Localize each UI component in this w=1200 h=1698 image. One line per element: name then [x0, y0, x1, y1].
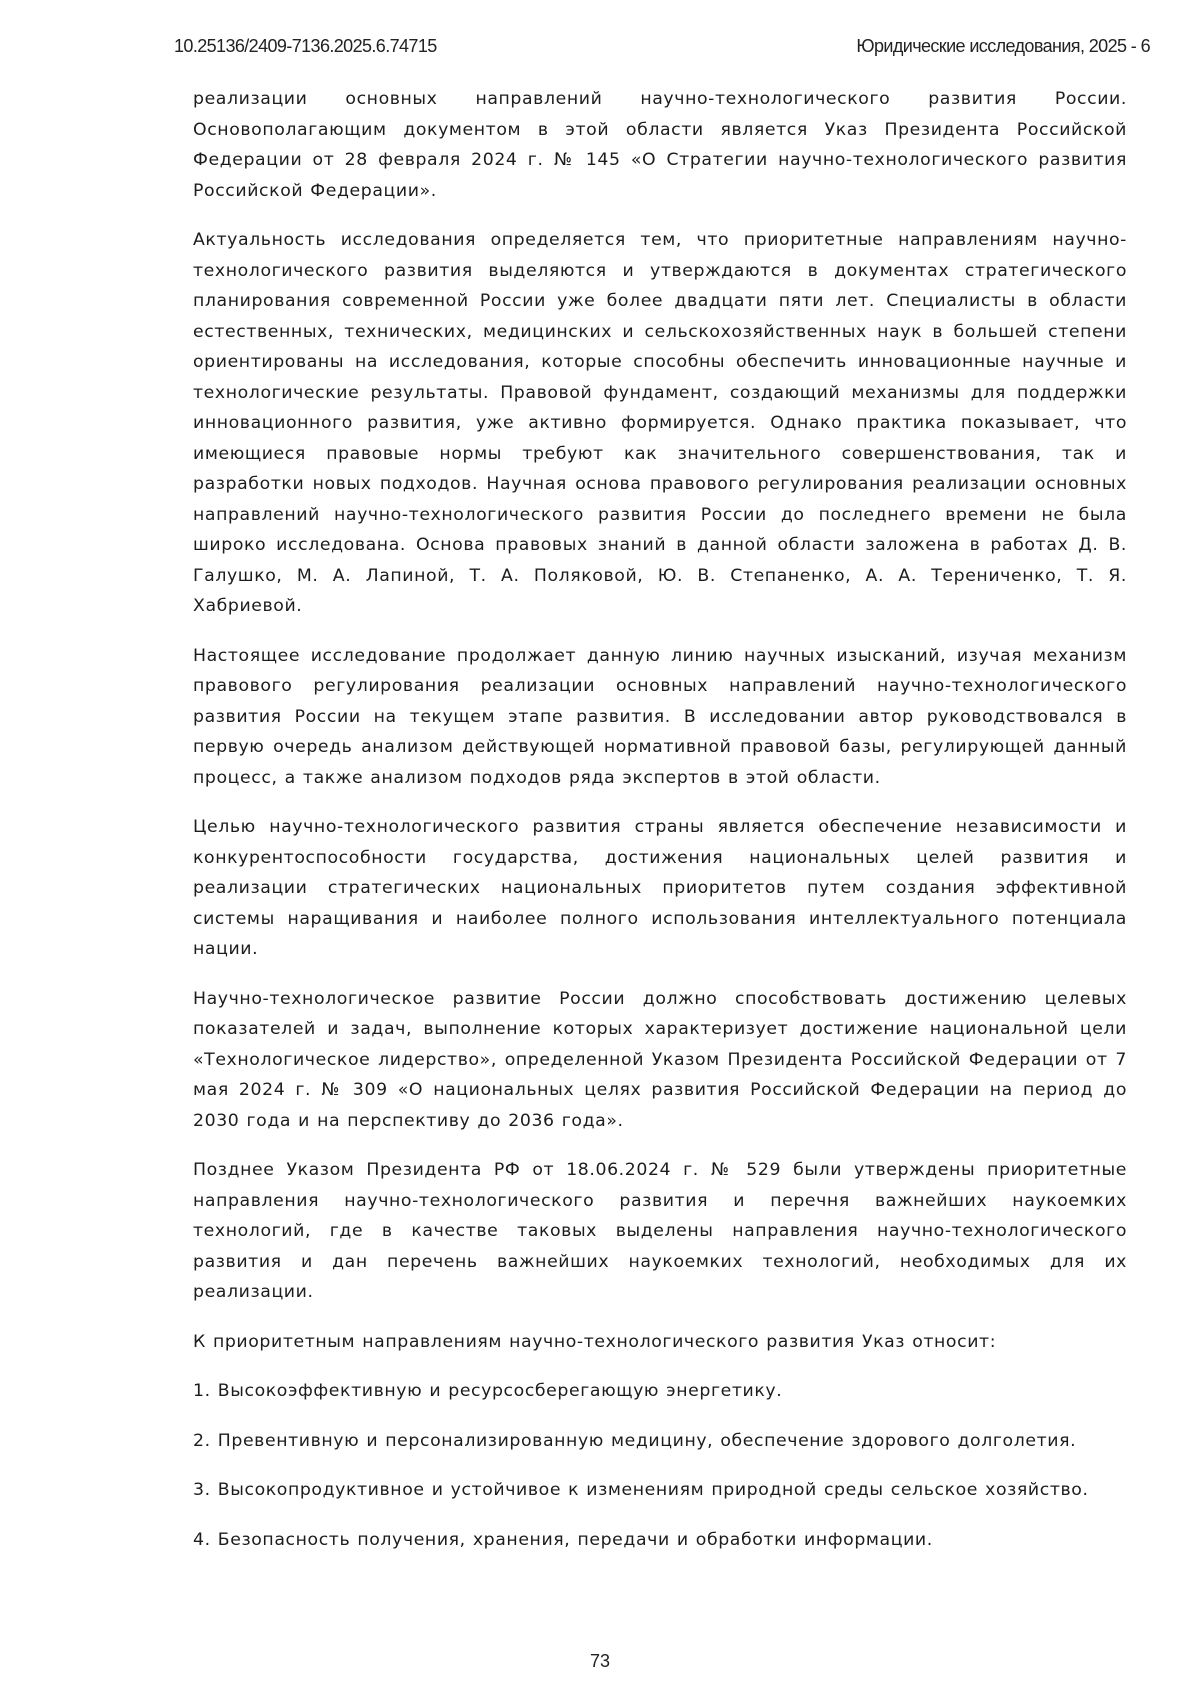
doi-label: 10.25136/2409-7136.2025.6.74715 [174, 36, 437, 56]
list-item: 4. Безопасность получения, хранения, передачи и обработки информации. [193, 1529, 933, 1550]
paragraph: Актуальность исследования определяется тем, что приоритетные направлениям научно-технологического развития выделяются и утверждаются в документах стратегического планирования современной России уже более двадцати пяти лет. Специалисты в области естественных, технических, медицинских и сельскохозяйственных наук в большей степени ориентированы на исследования, которые способны обеспечить инновационные научные и технологические результаты. Правовой фундамент, создающий механизмы для поддержки инновационного развития, уже активно формируется. Однако практика показывает, что имеющиеся правовые нормы требуют как значительного совершенствования, так и разработки новых подходов. Научная основа правового регулирования реализации основных направлений научно-технологического развития России до последнего времени не была широко исследована. Основа правовых знаний в данной области заложена в работах Д. В. Галушко, М. А. Лапиной, Т. А. Поляковой, Ю. В. Степаненко, А. А. Терениченко, Т. Я. Хабриевой. [193, 230, 1127, 616]
paragraph: реализации основных направлений научно-технологического развития России. Основополагающим документом в этой области является Указ Президента Российской Федерации от 28 февраля 2024 г. № 145 «О Стратегии научно-технологического развития Российской Федерации». [193, 89, 1127, 201]
paragraph: К приоритетным направлениям научно-технологического развития Указ относит: [193, 1331, 997, 1352]
paragraph: Целью научно-технологического развития страны является обеспечение независимости и конкурентоспособности государства, достижения национальных целей развития и реализации стратегических национальных приоритетов путем создания эффективной системы наращивания и наиболее полного использования интеллектуального потенциала нации. [193, 817, 1127, 959]
list-item: 3. Высокопродуктивное и устойчивое к изменениям природной среды сельское хозяйство. [193, 1480, 1089, 1500]
list-item: 1. Высокоэффективную и ресурсосберегающую энергетику. [193, 1381, 783, 1401]
paragraph: Настоящее исследование продолжает данную линию научных изысканий, изучая механизм правового регулирования реализации основных направлений научно-технологического развития России на текущем этапе развития. В исследовании автор руководствовался в первую очередь анализом действующей нормативной правовой базы, регулирующей данный процесс, а также анализом подходов ряда экспертов в этой области. [193, 645, 1127, 788]
journal-title: Юридические исследования, 2025 - 6 [856, 36, 1150, 56]
article-body [193, 84, 1127, 1574]
paragraph: Позднее Указом Президента РФ от 18.06.2024 г. № 529 были утверждены приоритетные направления научно-технологического развития и перечня важнейших наукоемких технологий, где в качестве таковых выделены направления научно-технологического развития и дан перечень важнейших наукоемких технологий, необходимых для их реализации. [193, 1160, 1127, 1302]
page-header [174, 36, 1150, 62]
page-number: 73 [589, 1651, 611, 1671]
paragraph: Научно-технологическое развитие России должно способствовать достижению целевых показателей и задач, выполнение которых характеризует достижение национальной цели «Технологическое лидерство», определенной Указом Президента Российской Федерации от 7 мая 2024 г. № 309 «О национальных целях развития Российской Федерации на период до 2030 года и на перспективу до 2036 года». [193, 988, 1127, 1131]
list-item: 2. Превентивную и персонализированную медицину, обеспечение здорового долголетия. [193, 1430, 1077, 1451]
